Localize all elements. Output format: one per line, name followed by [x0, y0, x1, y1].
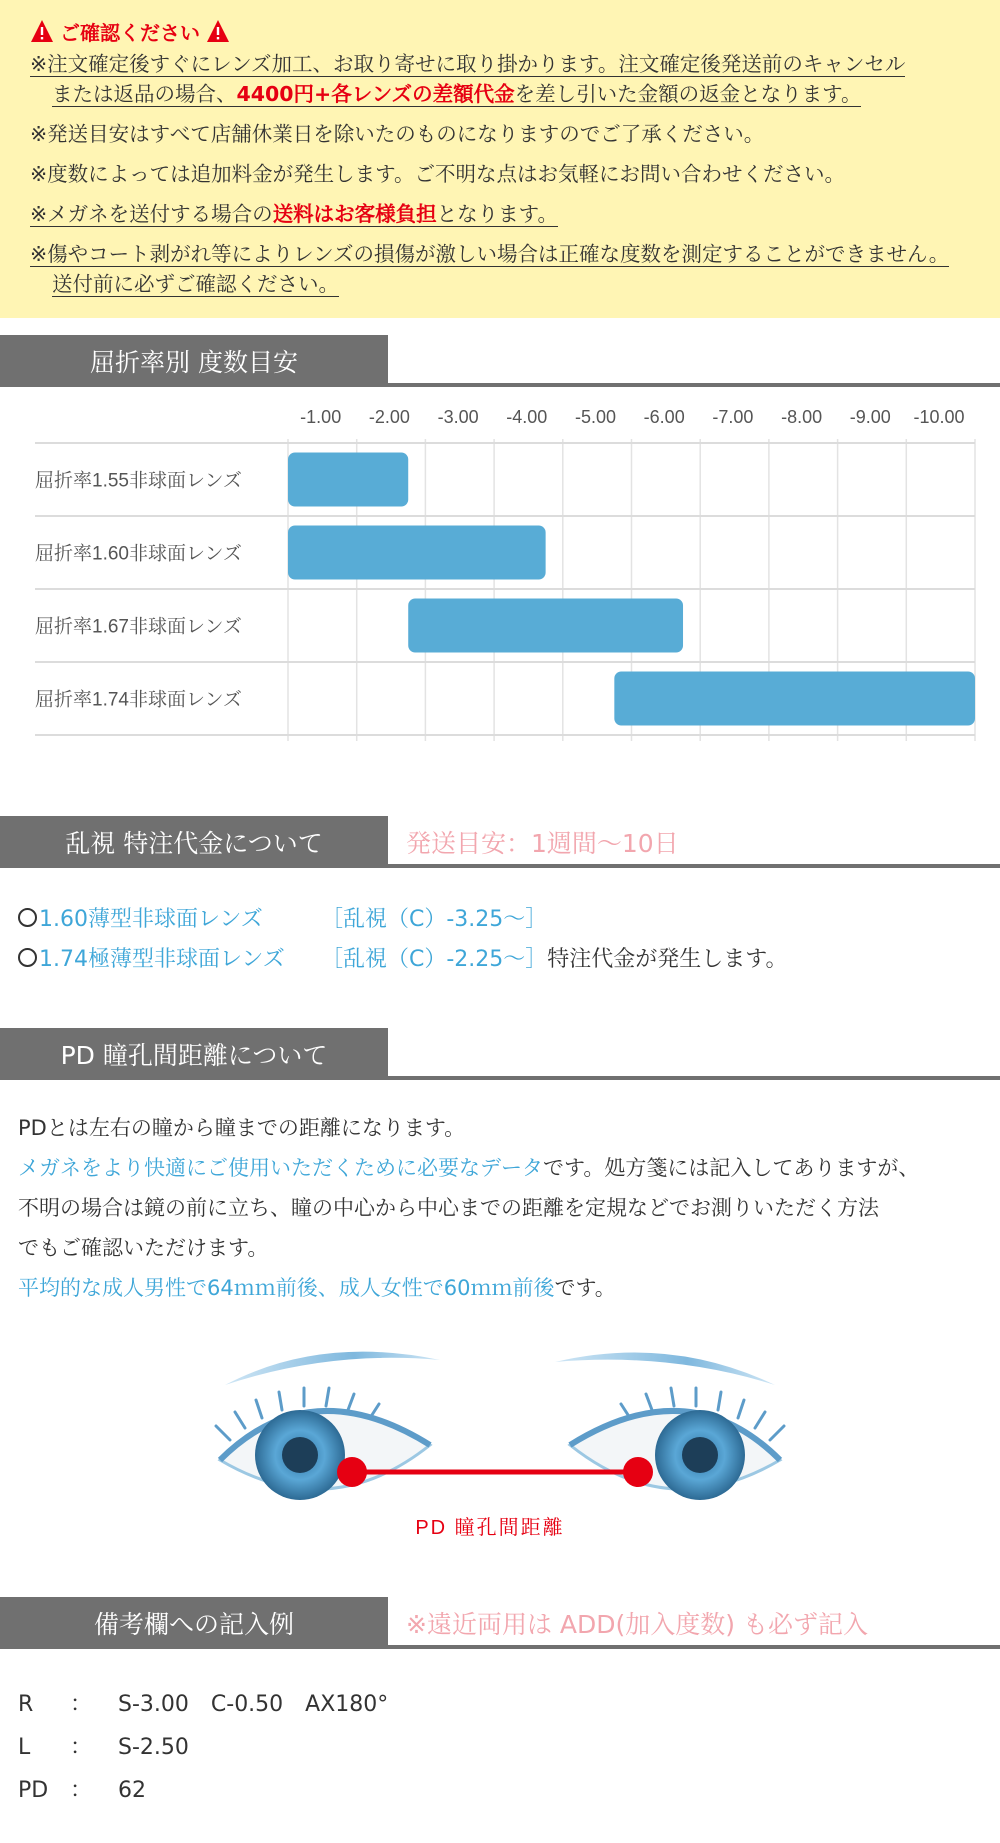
notice-panel [0, 0, 1000, 318]
example-row-pd: PD ： 62 [18, 1778, 146, 1803]
add-power-note: ※遠近両用は ADD(加入度数) も必ず記入 [406, 1610, 868, 1639]
x-tick-label: -2.00 [368, 407, 410, 427]
x-tick-label: -6.00 [643, 407, 685, 427]
circle-bullet-icon [18, 908, 37, 927]
notice-line: ※度数によっては追加料金が発生します。ご不明な点はお気軽にお問い合わせください。 [30, 162, 846, 186]
x-tick-label: -9.00 [849, 407, 891, 427]
category-label: 屈折率1.67非球面レンズ [35, 616, 242, 638]
section-header-refraction [0, 335, 1000, 387]
section-header-pd [0, 1028, 1000, 1080]
section-header-example [0, 1597, 1000, 1649]
section-divider [388, 864, 1000, 868]
x-tick-label: -4.00 [506, 407, 548, 427]
pd-paragraph: メガネをより快適にご使用いただくために必要なデータです。処方箋には記入してありますが、 [18, 1156, 920, 1180]
x-tick-label: -7.00 [712, 407, 754, 427]
category-label: 屈折率1.60非球面レンズ [35, 543, 242, 565]
pd-paragraph: 不明の場合は鏡の前に立ち、瞳の中心から中心までの距離を定規などでお測りいただく方法 [18, 1196, 879, 1220]
astigmatism-item: 1.60薄型非球面レンズ ［乱視（C）-3.25～］ [18, 902, 547, 933]
notice-line: ※傷やコート剥がれ等によりレンズの損傷が激しい場合は正確な度数を測定することができません。 [30, 242, 950, 266]
range-bar [288, 453, 408, 507]
x-tick-label: -10.00 [913, 407, 965, 427]
left-eye [216, 1388, 430, 1500]
section-title: 屈折率別 度数目安 [0, 335, 388, 387]
eyebrow-right [555, 1353, 775, 1385]
pupil-marker [337, 1457, 367, 1487]
example-row-r: R ： S-3.00 C-0.50 AX180° [18, 1692, 389, 1717]
notice-line: または返品の場合、4400円+各レンズの差額代金を差し引いた金額の返金となります。 [52, 82, 862, 106]
notice-title: ご確認ください [60, 20, 200, 45]
refraction-chart [0, 395, 1000, 775]
section-divider [388, 383, 1000, 387]
section-divider [388, 1645, 1000, 1649]
section-title: 乱視 特注代金について [0, 816, 388, 868]
range-bar [614, 672, 975, 726]
notice-line: 送付前に必ずご確認ください。 [52, 272, 339, 296]
right-eye [570, 1388, 784, 1500]
example-row-l: L ： S-2.50 [18, 1735, 189, 1760]
pupil-marker [623, 1457, 653, 1487]
category-label: 屈折率1.74非球面レンズ [35, 689, 242, 711]
x-tick-label: -8.00 [781, 407, 823, 427]
notice-line: ※メガネを送付する場合の送料はお客様負担となります。 [30, 202, 559, 226]
x-tick-label: -3.00 [437, 407, 479, 427]
category-label: 屈折率1.55非球面レンズ [35, 470, 242, 492]
notice-line: ※注文確定後すぐにレンズ加工、お取り寄せに取り掛かります。注文確定後発送前のキャンセル [30, 52, 906, 76]
pd-paragraph: 平均的な成人男性で64ｍｍ前後、成人女性で60ｍｍ前後です。 [18, 1276, 616, 1300]
pd-paragraph: でもご確認いただけます。 [18, 1236, 269, 1260]
pd-eyes-diagram [200, 1340, 800, 1550]
section-title: 備考欄への記入例 [0, 1597, 388, 1649]
section-divider [388, 1076, 1000, 1080]
warning-icon [30, 19, 54, 43]
pd-paragraph: PDとは左右の瞳から瞳までの距離になります。 [18, 1116, 466, 1140]
x-tick-label: -5.00 [574, 407, 617, 427]
shipping-estimate: 発送目安：1週間～10日 [406, 829, 679, 858]
x-tick-label: -1.00 [300, 407, 342, 427]
notice-line: ※発送目安はすべて店舗休業日を除いたのものになりますのでご了承ください。 [30, 122, 765, 146]
notice-heading [30, 16, 236, 46]
eyebrow-left [225, 1352, 440, 1385]
range-bar [408, 599, 683, 653]
range-bar [288, 526, 546, 580]
astigmatism-item: 1.74極薄型非球面レンズ ［乱視（C）-2.25～］特注代金が発生します。 [18, 942, 788, 973]
section-title: PD 瞳孔間距離について [0, 1028, 388, 1080]
pd-diagram-label: PD 瞳孔間距離 [415, 1517, 565, 1539]
warning-icon [206, 19, 230, 43]
section-header-astigmatism [0, 816, 1000, 868]
circle-bullet-icon [18, 948, 37, 967]
